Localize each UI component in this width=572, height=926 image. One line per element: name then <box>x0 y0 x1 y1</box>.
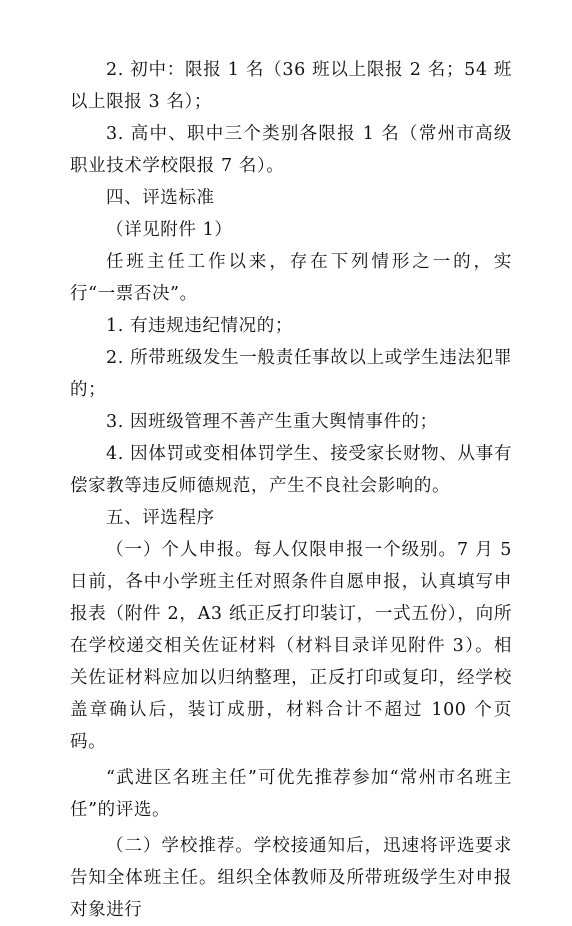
paragraph-senior-quota: 3. 高中、职中三个类别各限报 1 名（常州市高级职业技术学校限报 7 名）。 <box>70 124 512 176</box>
paragraph-veto-item-3: 3. 因班级管理不善产生重大舆情事件的； <box>106 412 438 432</box>
section-heading-criteria: 四、评选标准 <box>106 188 215 208</box>
paragraph-see-attachment: （详见附件 1） <box>106 220 233 240</box>
paragraph-junior-quota: 2. 初中：限报 1 名（36 班以上限报 2 名；54 班以上限报 3 名）； <box>70 60 512 112</box>
paragraph-veto-item-4: 4. 因体罚或变相体罚学生、接受家长财物、从事有偿家教等违反师德规范，产生不良社会影响的。 <box>70 444 512 496</box>
paragraph-veto-intro: 任班主任工作以来，存在下列情形之一的，实行“一票否决”。 <box>70 252 512 304</box>
paragraph-individual-application: （一）个人申报。每人仅限申报一个级别。7 月 5 日前，各中小学班主任对照条件自愿申报，认真填写申报表（附件 2，A3 纸正反打印装订，一式五份），向所在学校递交相关佐证材料（材料目录详见附件 3）。相关佐证材料应加以归纳整理，正反打印或复印，经学校盖章确认后，装订成册，材料合计不超过 100 个页码。 <box>70 540 512 752</box>
paragraph-school-recommendation: （二）学校推荐。学校接通知后，迅速将评选要求告知全体班主任。组织全体教师及所带班级学生对申报对象进行 <box>70 836 512 920</box>
paragraph-priority-note: “武进区名班主任”可优先推荐参加“常州市名班主任”的评选。 <box>70 768 512 820</box>
section-heading-procedure: 五、评选程序 <box>106 508 215 528</box>
paragraph-veto-item-2: 2. 所带班级发生一般责任事故以上或学生违法犯罪的； <box>70 348 512 400</box>
paragraph-veto-item-1: 1. 有违规违纪情况的； <box>106 316 293 336</box>
